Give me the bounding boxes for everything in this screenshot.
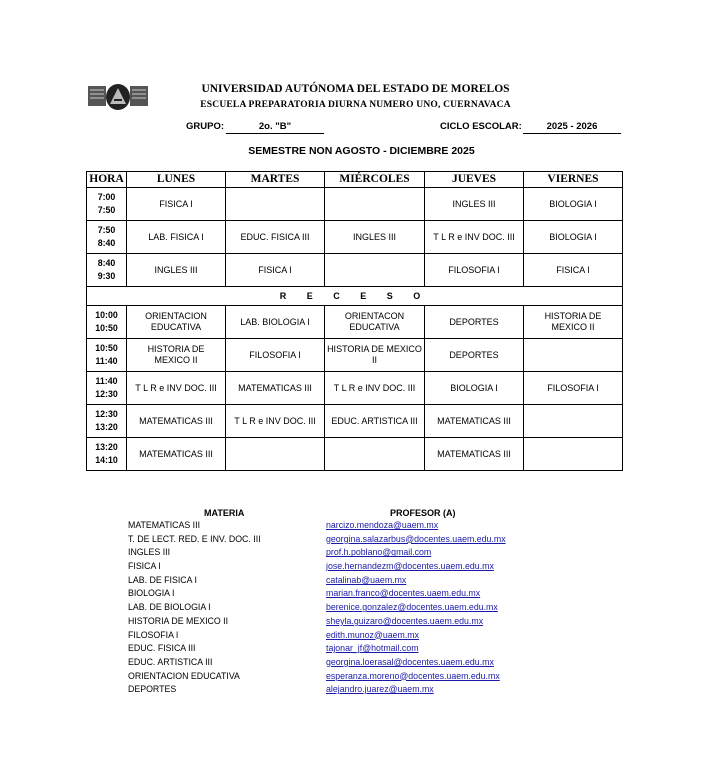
class-cell: BIOLOGIA I bbox=[524, 221, 623, 254]
time-end: 12:30 bbox=[95, 389, 118, 399]
class-cell: T L R e INV DOC. III bbox=[127, 372, 226, 405]
schedule-row bbox=[87, 405, 623, 438]
subject-name: EDUC. FISICA III bbox=[128, 643, 196, 654]
teacher-row bbox=[128, 561, 548, 575]
class-cell bbox=[325, 254, 425, 287]
subject-name: FISICA I bbox=[128, 561, 161, 572]
subject-name: FILOSOFIA I bbox=[128, 629, 179, 640]
recess-label: R E C E S O bbox=[87, 287, 623, 306]
subject-name: LAB. DE BIOLOGIA I bbox=[128, 602, 211, 613]
col-header-martes: MARTES bbox=[226, 172, 325, 188]
time-start: 7:00 bbox=[97, 192, 116, 202]
time-end: 9:30 bbox=[97, 271, 116, 281]
class-cell bbox=[325, 188, 425, 221]
time-slot bbox=[87, 438, 127, 471]
subject-name: MATEMATICAS III bbox=[128, 520, 201, 530]
teacher-row bbox=[128, 657, 548, 671]
subject-name: HISTORIA DE MEXICO II bbox=[128, 615, 229, 626]
teacher-row bbox=[128, 575, 548, 589]
time-start: 13:20 bbox=[95, 442, 118, 452]
teacher-list bbox=[128, 520, 548, 698]
class-cell bbox=[524, 405, 623, 438]
class-cell: LAB. FISICA I bbox=[127, 221, 226, 254]
class-cell bbox=[226, 188, 325, 221]
class-cell: FILOSOFIA I bbox=[524, 372, 623, 405]
time-end: 7:50 bbox=[97, 205, 116, 215]
class-cell: INGLES III bbox=[127, 254, 226, 287]
class-cell: HISTORIA DE MEXICO II bbox=[524, 306, 623, 339]
teacher-email-link[interactable]: sheyla.guizaro@docentes.uaem.edu.mx bbox=[326, 615, 484, 626]
teacher-row bbox=[128, 602, 548, 616]
teacher-email-link[interactable]: jose.hernandezm@docentes.uaem.edu.mx bbox=[326, 561, 494, 572]
class-cell: HISTORIA DE MEXICO II bbox=[325, 339, 425, 372]
teacher-email-link[interactable]: berenice.gonzalez@docentes.uaem.edu.mx bbox=[326, 602, 498, 613]
time-slot bbox=[87, 254, 127, 287]
teacher-row bbox=[128, 547, 548, 561]
subject-name: ORIENTACION EDUCATIVA bbox=[128, 670, 240, 681]
class-cell: INGLES III bbox=[325, 221, 425, 254]
class-cell: T L R e INV DOC. III bbox=[226, 405, 325, 438]
class-cell: DEPORTES bbox=[425, 339, 524, 372]
class-cell bbox=[325, 438, 425, 471]
class-cell: EDUC. ARTISTICA III bbox=[325, 405, 425, 438]
cycle-value: 2025 - 2026 bbox=[523, 121, 621, 134]
teacher-email-link[interactable]: prof.h.poblano@gmail.com bbox=[326, 547, 432, 558]
class-cell: BIOLOGIA I bbox=[425, 372, 524, 405]
time-start: 7:50 bbox=[97, 225, 116, 235]
col-header-miercoles: MIÉRCOLES bbox=[325, 172, 425, 188]
teacher-row bbox=[128, 534, 548, 548]
class-cell bbox=[524, 339, 623, 372]
class-cell: EDUC. FISICA III bbox=[226, 221, 325, 254]
teacher-email-link[interactable]: catalinab@uaem.mx bbox=[326, 574, 407, 585]
time-start: 11:40 bbox=[95, 376, 118, 386]
schedule-table bbox=[86, 171, 623, 471]
class-cell: HISTORIA DE MEXICO II bbox=[127, 339, 226, 372]
subject-name: BIOLOGIA I bbox=[128, 588, 175, 599]
teacher-email-link[interactable]: narcizo.mendoza@uaem.mx bbox=[326, 520, 439, 530]
schedule-row bbox=[87, 306, 623, 339]
subject-name: INGLES III bbox=[128, 547, 171, 558]
teacher-row bbox=[128, 520, 548, 534]
class-cell: MATEMATICAS III bbox=[127, 405, 226, 438]
time-start: 8:40 bbox=[97, 258, 116, 268]
time-end: 13:20 bbox=[95, 422, 118, 432]
class-cell: MATEMATICAS III bbox=[425, 405, 524, 438]
cycle-label: CICLO ESCOLAR: bbox=[440, 121, 522, 132]
class-cell: FISICA I bbox=[226, 254, 325, 287]
subject-header: MATERIA bbox=[204, 508, 245, 518]
group-value: 2o. "B" bbox=[226, 121, 324, 134]
class-cell: FISICA I bbox=[524, 254, 623, 287]
teacher-email-link[interactable]: edith.munoz@uaem.mx bbox=[326, 629, 420, 640]
time-slot bbox=[87, 339, 127, 372]
time-start: 12:30 bbox=[95, 409, 118, 419]
time-start: 10:00 bbox=[95, 310, 118, 320]
teacher-row bbox=[128, 684, 548, 698]
teacher-row bbox=[128, 616, 548, 630]
time-end: 14:10 bbox=[95, 455, 118, 465]
schedule-row bbox=[87, 372, 623, 405]
subject-name: DEPORTES bbox=[128, 684, 177, 695]
teacher-row bbox=[128, 671, 548, 685]
teacher-email-link[interactable]: esperanza.moreno@docentes.uaem.edu.mx bbox=[326, 670, 500, 681]
schedule-row bbox=[87, 188, 623, 221]
col-header-lunes: LUNES bbox=[127, 172, 226, 188]
class-cell: FILOSOFIA I bbox=[425, 254, 524, 287]
class-cell: MATEMATICAS III bbox=[226, 372, 325, 405]
subject-name: T. DE LECT. RED. E INV. DOC. III bbox=[128, 533, 261, 544]
class-cell: ORIENTACON EDUCATIVA bbox=[325, 306, 425, 339]
class-cell bbox=[524, 438, 623, 471]
class-cell: FILOSOFIA I bbox=[226, 339, 325, 372]
teacher-email-link[interactable]: marian.franco@docentes.uaem.edu.mx bbox=[326, 588, 481, 599]
teacher-row bbox=[128, 630, 548, 644]
time-start: 10:50 bbox=[95, 343, 118, 353]
time-slot bbox=[87, 188, 127, 221]
class-cell: FISICA I bbox=[127, 188, 226, 221]
class-cell: LAB. BIOLOGIA I bbox=[226, 306, 325, 339]
col-header-jueves: JUEVES bbox=[425, 172, 524, 188]
teacher-row bbox=[128, 643, 548, 657]
time-end: 8:40 bbox=[97, 238, 116, 248]
teacher-email-link[interactable]: alejandro.juarez@uaem.mx bbox=[326, 684, 434, 695]
subject-name: EDUC. ARTISTICA III bbox=[128, 656, 213, 667]
class-cell bbox=[226, 438, 325, 471]
time-slot bbox=[87, 372, 127, 405]
class-cell: BIOLOGIA I bbox=[524, 188, 623, 221]
university-title: UNIVERSIDAD AUTÓNOMA DEL ESTADO DE MORELOS bbox=[201, 83, 510, 95]
schedule-row bbox=[87, 254, 623, 287]
col-header-viernes: VIERNES bbox=[524, 172, 623, 188]
group-label: GRUPO: bbox=[186, 121, 224, 132]
time-slot bbox=[87, 306, 127, 339]
class-cell: MATEMATICAS III bbox=[425, 438, 524, 471]
class-cell: T L R e INV DOC. III bbox=[425, 221, 524, 254]
subject-name: LAB. DE FISICA I bbox=[128, 574, 197, 585]
schedule-row bbox=[87, 339, 623, 372]
recess-row bbox=[87, 287, 623, 306]
teacher-row bbox=[128, 588, 548, 602]
teacher-email-link[interactable]: tajonar_jf@hotmail.com bbox=[326, 643, 419, 654]
class-cell: MATEMATICAS III bbox=[127, 438, 226, 471]
teacher-header: PROFESOR (A) bbox=[390, 508, 456, 518]
time-end: 10:50 bbox=[95, 323, 118, 333]
schedule-row bbox=[87, 221, 623, 254]
school-name: ESCUELA PREPARATORIA DIURNA NUMERO UNO, CUERNAVACA bbox=[200, 100, 511, 110]
class-cell: DEPORTES bbox=[425, 306, 524, 339]
semester-title: SEMESTRE NON AGOSTO - DICIEMBRE 2025 bbox=[248, 145, 475, 157]
class-cell: T L R e INV DOC. III bbox=[325, 372, 425, 405]
class-cell: INGLES III bbox=[425, 188, 524, 221]
time-end: 11:40 bbox=[95, 356, 118, 366]
col-header-hora: HORA bbox=[87, 172, 127, 188]
schedule-row bbox=[87, 438, 623, 471]
time-slot bbox=[87, 221, 127, 254]
teacher-email-link[interactable]: georgina.salazarbus@docentes.uaem.edu.mx bbox=[326, 533, 506, 544]
time-slot bbox=[87, 405, 127, 438]
class-cell: ORIENTACION EDUCATIVA bbox=[127, 306, 226, 339]
teacher-email-link[interactable]: georgina.loerasal@docentes.uaem.edu.mx bbox=[326, 656, 494, 667]
schedule-header-row bbox=[87, 172, 623, 188]
